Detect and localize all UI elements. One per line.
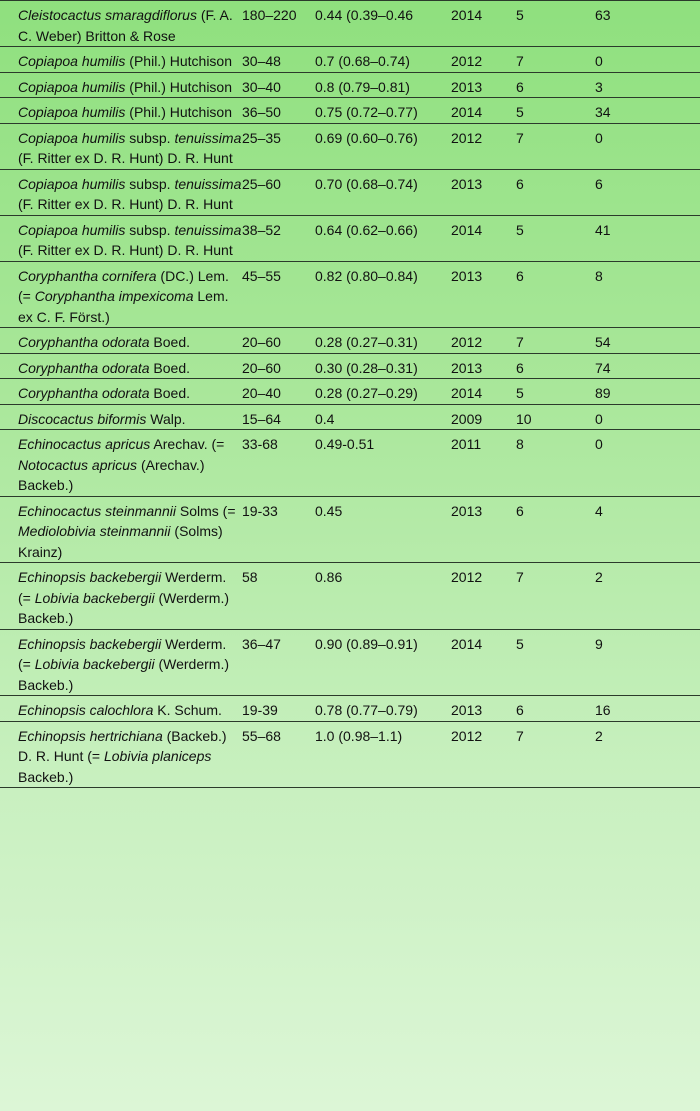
species-authority: subsp. bbox=[125, 221, 175, 238]
cell-year: 2014 bbox=[451, 215, 516, 261]
cell-species bbox=[0, 696, 242, 722]
cell-year: 2013 bbox=[451, 261, 516, 328]
cell-height: 55–68 bbox=[242, 721, 315, 788]
cell-height: 180–220 bbox=[242, 1, 315, 47]
table-row bbox=[0, 496, 700, 563]
cell-count: 54 bbox=[595, 328, 700, 354]
cell-density: 0.86 bbox=[315, 563, 451, 630]
cell-count: 4 bbox=[595, 496, 700, 563]
cell-density: 0.8 (0.79–0.81) bbox=[315, 72, 451, 98]
cell-year: 2012 bbox=[451, 47, 516, 73]
cell-year: 2014 bbox=[451, 1, 516, 47]
cell-count: 6 bbox=[595, 169, 700, 215]
species-authority: (Phil.) Hutchison bbox=[125, 104, 232, 120]
species-name-italic: Copiapoa humilis bbox=[18, 53, 126, 69]
table-row bbox=[0, 696, 700, 722]
cell-height: 30–48 bbox=[242, 47, 315, 73]
species-authority: Boed. bbox=[149, 359, 191, 376]
cell-density: 0.70 (0.68–0.74) bbox=[315, 169, 451, 215]
species-name-italic: Echinopsis hertrichiana bbox=[18, 727, 163, 744]
cell-year: 2013 bbox=[451, 696, 516, 722]
species-authority: (DC.) Lem. (= bbox=[18, 267, 229, 304]
species-name-italic: Coryphantha odorata bbox=[18, 334, 150, 350]
species-authority: Boed. bbox=[149, 334, 191, 350]
cell-species bbox=[0, 721, 242, 788]
species-authority: Werderm. (= bbox=[18, 635, 227, 672]
cell-height: 33-68 bbox=[242, 430, 315, 497]
cell-year: 2014 bbox=[451, 98, 516, 124]
species-name-italic: Lobivia backebergii bbox=[34, 656, 155, 672]
cell-year: 2013 bbox=[451, 353, 516, 379]
cell-height: 25–60 bbox=[242, 169, 315, 215]
table-body bbox=[0, 1, 700, 788]
cell-height: 20–60 bbox=[242, 328, 315, 354]
species-name-italic: Lobivia backebergii bbox=[34, 589, 155, 606]
table-row bbox=[0, 328, 700, 354]
cell-species bbox=[0, 1, 242, 47]
cell-year: 2014 bbox=[451, 379, 516, 405]
cell-height: 20–60 bbox=[242, 353, 315, 379]
species-authority: (Phil.) Hutchison bbox=[125, 53, 232, 69]
cell-species bbox=[0, 629, 242, 696]
cell-count: 63 bbox=[595, 1, 700, 47]
cell-count: 0 bbox=[595, 404, 700, 430]
cell-density: 0.30 (0.28–0.31) bbox=[315, 353, 451, 379]
cell-age: 7 bbox=[516, 123, 595, 169]
species-authority: Lem. ex C. F. Först.) bbox=[18, 288, 229, 325]
cell-year: 2011 bbox=[451, 430, 516, 497]
cell-age: 6 bbox=[516, 353, 595, 379]
cell-height: 25–35 bbox=[242, 123, 315, 169]
species-authority: Werderm. (= bbox=[18, 569, 227, 606]
cell-age: 7 bbox=[516, 328, 595, 354]
cell-species bbox=[0, 328, 242, 354]
species-authority: (F. Ritter ex D. R. Hunt) D. R. Hunt bbox=[18, 242, 233, 258]
table-row bbox=[0, 629, 700, 696]
table-row bbox=[0, 353, 700, 379]
species-authority: Solms (= bbox=[175, 502, 236, 519]
cell-age: 7 bbox=[516, 563, 595, 630]
cell-count: 89 bbox=[595, 379, 700, 405]
cell-count: 0 bbox=[595, 47, 700, 73]
species-name-italic: Cleistocactus smaragdiflorus bbox=[18, 7, 197, 23]
species-authority: (Arechav.) Backeb.) bbox=[18, 456, 205, 493]
cell-density: 0.28 (0.27–0.31) bbox=[315, 328, 451, 354]
cell-density: 0.28 (0.27–0.29) bbox=[315, 379, 451, 405]
species-authority: (Werderm.) Backeb.) bbox=[18, 656, 230, 693]
species-authority: (Backeb.) D. R. Hunt (= bbox=[18, 727, 227, 764]
cell-age: 8 bbox=[516, 430, 595, 497]
cell-age: 5 bbox=[516, 98, 595, 124]
species-authority: Backeb.) bbox=[18, 768, 74, 785]
species-name-italic: Coryphantha odorata bbox=[18, 359, 150, 376]
cell-height: 20–40 bbox=[242, 379, 315, 405]
cell-density: 0.90 (0.89–0.91) bbox=[315, 629, 451, 696]
species-name-italic: Copiapoa humilis bbox=[18, 175, 126, 192]
cell-density: 0.45 bbox=[315, 496, 451, 563]
cell-count: 34 bbox=[595, 98, 700, 124]
cell-year: 2013 bbox=[451, 496, 516, 563]
species-name-italic: Lobivia planiceps bbox=[103, 748, 212, 764]
cell-density: 0.49-0.51 bbox=[315, 430, 451, 497]
table-row bbox=[0, 72, 700, 98]
species-authority: Arechav. (= bbox=[150, 436, 225, 452]
species-authority: Walp. bbox=[146, 410, 186, 427]
species-name-italic: Coryphantha impexicoma bbox=[34, 288, 194, 304]
table-row bbox=[0, 47, 700, 73]
cell-year: 2013 bbox=[451, 169, 516, 215]
species-authority: (F. Ritter ex D. R. Hunt) D. R. Hunt bbox=[18, 150, 233, 166]
cell-species bbox=[0, 563, 242, 630]
species-authority: (Werderm.) Backeb.) bbox=[18, 589, 230, 626]
cell-species bbox=[0, 72, 242, 98]
table-row bbox=[0, 215, 700, 261]
species-name-italic: tenuissima bbox=[174, 221, 242, 238]
species-name-italic: Mediolobivia steinmannii bbox=[18, 523, 171, 539]
cell-count: 9 bbox=[595, 629, 700, 696]
cell-species bbox=[0, 430, 242, 497]
species-name-italic: Notocactus apricus bbox=[18, 456, 138, 473]
species-name-italic: Echinopsis backebergii bbox=[18, 635, 162, 652]
species-name-italic: Discocactus biformis bbox=[18, 410, 147, 427]
species-name-italic: Copiapoa humilis bbox=[18, 78, 126, 95]
cell-count: 8 bbox=[595, 261, 700, 328]
cell-density: 0.7 (0.68–0.74) bbox=[315, 47, 451, 73]
table-row bbox=[0, 563, 700, 630]
cell-density: 0.82 (0.80–0.84) bbox=[315, 261, 451, 328]
species-authority: (Solms) Krainz) bbox=[18, 523, 223, 560]
cell-height: 19-33 bbox=[242, 496, 315, 563]
cell-age: 10 bbox=[516, 404, 595, 430]
cell-species bbox=[0, 98, 242, 124]
cell-density: 0.75 (0.72–0.77) bbox=[315, 98, 451, 124]
cell-species bbox=[0, 379, 242, 405]
species-name-italic: tenuissima bbox=[174, 175, 242, 192]
species-name-italic: Copiapoa humilis bbox=[18, 104, 126, 120]
cell-species bbox=[0, 404, 242, 430]
species-authority: (F. Ritter ex D. R. Hunt) D. R. Hunt bbox=[18, 196, 233, 212]
cell-year: 2012 bbox=[451, 721, 516, 788]
cell-count: 16 bbox=[595, 696, 700, 722]
cell-density: 1.0 (0.98–1.1) bbox=[315, 721, 451, 788]
cell-count: 2 bbox=[595, 721, 700, 788]
cell-age: 7 bbox=[516, 721, 595, 788]
species-authority: K. Schum. bbox=[153, 702, 222, 718]
cell-species bbox=[0, 169, 242, 215]
cell-height: 30–40 bbox=[242, 72, 315, 98]
species-authority: (Phil.) Hutchison bbox=[125, 78, 232, 95]
cell-species bbox=[0, 215, 242, 261]
cell-density: 0.4 bbox=[315, 404, 451, 430]
cell-species bbox=[0, 47, 242, 73]
species-name-italic: Echinocactus steinmannii bbox=[18, 502, 176, 519]
cell-height: 36–50 bbox=[242, 98, 315, 124]
table-row bbox=[0, 721, 700, 788]
cell-count: 74 bbox=[595, 353, 700, 379]
cell-age: 6 bbox=[516, 169, 595, 215]
cell-count: 41 bbox=[595, 215, 700, 261]
species-name-italic: Copiapoa humilis bbox=[18, 129, 126, 146]
species-authority: Boed. bbox=[149, 385, 191, 401]
species-name-italic: Echinopsis backebergii bbox=[18, 569, 162, 585]
cell-height: 19-39 bbox=[242, 696, 315, 722]
cell-age: 6 bbox=[516, 72, 595, 98]
cell-height: 38–52 bbox=[242, 215, 315, 261]
cell-count: 2 bbox=[595, 563, 700, 630]
cell-age: 7 bbox=[516, 47, 595, 73]
cell-year: 2013 bbox=[451, 72, 516, 98]
cell-age: 5 bbox=[516, 629, 595, 696]
cell-age: 6 bbox=[516, 261, 595, 328]
cell-height: 36–47 bbox=[242, 629, 315, 696]
cell-density: 0.69 (0.60–0.76) bbox=[315, 123, 451, 169]
table-row bbox=[0, 379, 700, 405]
cell-species bbox=[0, 261, 242, 328]
cell-height: 45–55 bbox=[242, 261, 315, 328]
cell-age: 5 bbox=[516, 1, 595, 47]
cell-age: 5 bbox=[516, 215, 595, 261]
cell-year: 2012 bbox=[451, 328, 516, 354]
cell-height: 58 bbox=[242, 563, 315, 630]
species-name-italic: Echinocactus apricus bbox=[18, 436, 151, 452]
cell-year: 2014 bbox=[451, 629, 516, 696]
species-authority: subsp. bbox=[125, 129, 175, 146]
table-row bbox=[0, 123, 700, 169]
species-name-italic: Echinopsis calochlora bbox=[18, 702, 154, 718]
species-name-italic: Copiapoa humilis bbox=[18, 221, 126, 238]
cell-species bbox=[0, 353, 242, 379]
cell-year: 2012 bbox=[451, 123, 516, 169]
cell-year: 2009 bbox=[451, 404, 516, 430]
species-name-italic: Coryphantha cornifera bbox=[18, 267, 157, 284]
cell-density: 0.44 (0.39–0.46 bbox=[315, 1, 451, 47]
table-row bbox=[0, 169, 700, 215]
cell-age: 6 bbox=[516, 496, 595, 563]
cell-species bbox=[0, 123, 242, 169]
species-name-italic: tenuissima bbox=[174, 129, 242, 146]
table-row bbox=[0, 404, 700, 430]
table-row bbox=[0, 261, 700, 328]
cell-density: 0.64 (0.62–0.66) bbox=[315, 215, 451, 261]
cell-age: 5 bbox=[516, 379, 595, 405]
cell-height: 15–64 bbox=[242, 404, 315, 430]
cell-age: 6 bbox=[516, 696, 595, 722]
cell-count: 3 bbox=[595, 72, 700, 98]
cell-count: 0 bbox=[595, 430, 700, 497]
cell-density: 0.78 (0.77–0.79) bbox=[315, 696, 451, 722]
cell-species bbox=[0, 496, 242, 563]
table-row bbox=[0, 1, 700, 47]
table-row bbox=[0, 430, 700, 497]
table-row bbox=[0, 98, 700, 124]
cell-count: 0 bbox=[595, 123, 700, 169]
species-authority: (F. A. C. Weber) Britton & Rose bbox=[18, 7, 233, 44]
species-name-italic: Coryphantha odorata bbox=[18, 385, 150, 401]
cell-year: 2012 bbox=[451, 563, 516, 630]
species-authority: subsp. bbox=[125, 175, 175, 192]
